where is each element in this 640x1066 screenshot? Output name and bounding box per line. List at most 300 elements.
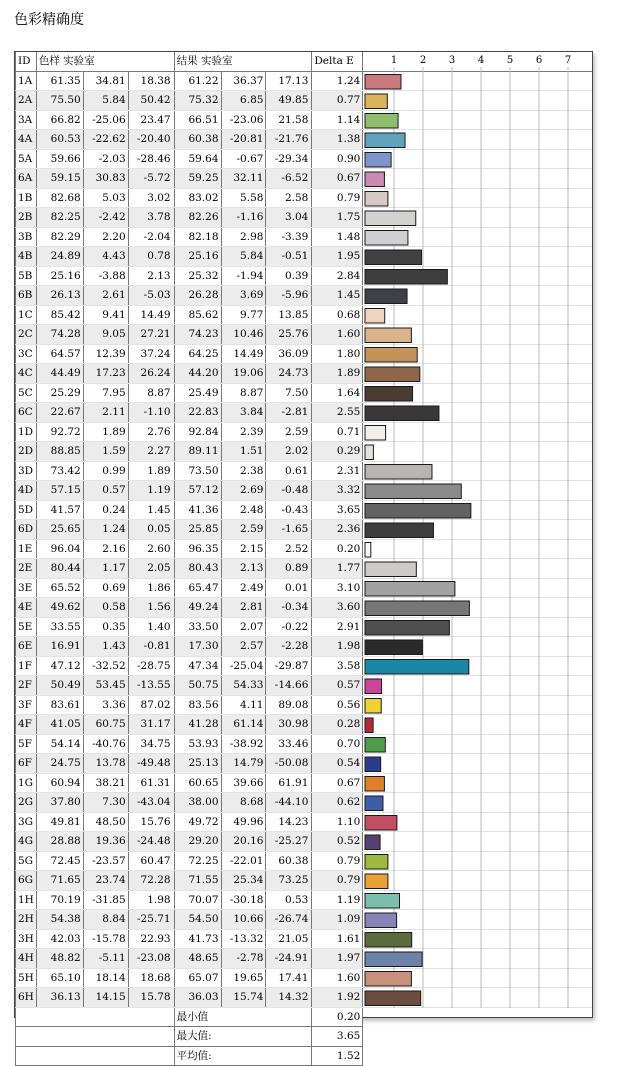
cell-sample-a: -40.76 — [83, 734, 128, 754]
cell-delta-e: 1.77 — [312, 559, 363, 579]
cell-sample-l: 49.81 — [36, 812, 83, 832]
bar-2A — [365, 94, 387, 109]
summary-blank — [16, 1007, 175, 1027]
cell-result-a: 2.07 — [221, 617, 266, 637]
bar-6D — [365, 523, 433, 538]
cell-id: 4F — [16, 715, 37, 735]
cell-result-l: 65.47 — [174, 578, 221, 598]
cell-delta-e: 0.71 — [312, 422, 363, 442]
cell-delta-e: 0.79 — [312, 851, 363, 871]
cell-result-b: -1.65 — [266, 520, 312, 540]
bar-6E — [365, 640, 422, 655]
cell-sample-l: 82.29 — [36, 227, 83, 247]
cell-result-l: 26.28 — [174, 286, 221, 306]
cell-result-b: 2.52 — [266, 539, 312, 559]
cell-result-b: -6.52 — [266, 169, 312, 189]
cell-id: 5B — [16, 266, 37, 286]
cell-result-l: 29.20 — [174, 832, 221, 852]
cell-sample-a: 38.21 — [83, 773, 128, 793]
cell-sample-a: 12.39 — [83, 344, 128, 364]
summary-empty — [363, 1046, 592, 1066]
cell-sample-l: 24.89 — [36, 247, 83, 267]
cell-sample-l: 60.53 — [36, 130, 83, 150]
cell-result-l: 82.26 — [174, 208, 221, 228]
cell-sample-l: 92.72 — [36, 422, 83, 442]
cell-sample-b: 2.60 — [128, 539, 174, 559]
cell-result-a: -1.94 — [221, 266, 266, 286]
summary-avg-label: 平均值: — [174, 1046, 312, 1066]
cell-id: 4C — [16, 364, 37, 384]
cell-result-l: 25.32 — [174, 266, 221, 286]
cell-sample-l: 50.49 — [36, 676, 83, 696]
cell-result-b: -25.27 — [266, 832, 312, 852]
cell-result-l: 83.56 — [174, 695, 221, 715]
cell-result-a: -23.06 — [221, 110, 266, 130]
cell-delta-e: 1.98 — [312, 637, 363, 657]
cell-result-l: 80.43 — [174, 559, 221, 579]
cell-result-l: 41.28 — [174, 715, 221, 735]
cell-result-l: 41.36 — [174, 500, 221, 520]
cell-id: 1D — [16, 422, 37, 442]
cell-sample-b: -25.71 — [128, 910, 174, 930]
x-tick-label: 4 — [477, 55, 484, 66]
cell-sample-a: 0.24 — [83, 500, 128, 520]
cell-result-a: 3.84 — [221, 403, 266, 423]
cell-id: 4D — [16, 481, 37, 501]
bar-4B — [365, 250, 422, 265]
bar-6C — [365, 406, 439, 421]
cell-id: 1E — [16, 539, 37, 559]
cell-id: 3C — [16, 344, 37, 364]
cell-sample-a: 3.36 — [83, 695, 128, 715]
cell-result-b: -5.96 — [266, 286, 312, 306]
cell-result-l: 25.16 — [174, 247, 221, 267]
cell-result-b: 33.46 — [266, 734, 312, 754]
cell-delta-e: 0.67 — [312, 773, 363, 793]
cell-id: 6C — [16, 403, 37, 423]
cell-result-a: -0.67 — [221, 149, 266, 169]
header-id: ID — [16, 52, 37, 71]
cell-result-a: 32.11 — [221, 169, 266, 189]
cell-result-b: -26.74 — [266, 910, 312, 930]
cell-sample-l: 96.04 — [36, 539, 83, 559]
cell-sample-l: 41.57 — [36, 500, 83, 520]
cell-id: 1G — [16, 773, 37, 793]
cell-result-l: 44.20 — [174, 364, 221, 384]
cell-result-a: 61.14 — [221, 715, 266, 735]
summary-blank — [16, 1046, 175, 1066]
cell-result-a: 2.48 — [221, 500, 266, 520]
bar-3A — [365, 114, 398, 129]
cell-sample-b: -13.55 — [128, 676, 174, 696]
cell-sample-l: 64.57 — [36, 344, 83, 364]
cell-sample-l: 57.15 — [36, 481, 83, 501]
cell-delta-e: 1.60 — [312, 325, 363, 345]
bar-5F — [365, 738, 385, 753]
cell-result-l: 89.11 — [174, 442, 221, 462]
cell-result-a: 15.74 — [221, 988, 266, 1008]
cell-result-b: 2.59 — [266, 422, 312, 442]
cell-sample-b: 15.76 — [128, 812, 174, 832]
cell-result-l: 17.30 — [174, 637, 221, 657]
bar-2G — [365, 796, 383, 811]
cell-id: 2F — [16, 676, 37, 696]
bar-4E — [365, 601, 469, 616]
cell-result-a: 49.96 — [221, 812, 266, 832]
summary-blank — [16, 1027, 175, 1047]
cell-id: 5F — [16, 734, 37, 754]
cell-result-b: 2.02 — [266, 442, 312, 462]
cell-sample-l: 61.35 — [36, 71, 83, 91]
cell-result-l: 64.25 — [174, 344, 221, 364]
cell-result-a: -20.81 — [221, 130, 266, 150]
cell-sample-b: -20.40 — [128, 130, 174, 150]
cell-sample-a: 2.61 — [83, 286, 128, 306]
cell-id: 5G — [16, 851, 37, 871]
cell-sample-b: -5.03 — [128, 286, 174, 306]
cell-sample-l: 54.14 — [36, 734, 83, 754]
cell-result-a: 54.33 — [221, 676, 266, 696]
cell-result-a: 9.77 — [221, 305, 266, 325]
cell-sample-b: 87.02 — [128, 695, 174, 715]
cell-result-b: 0.01 — [266, 578, 312, 598]
cell-result-b: -0.48 — [266, 481, 312, 501]
cell-delta-e: 1.19 — [312, 890, 363, 910]
cell-delta-e: 3.10 — [312, 578, 363, 598]
cell-sample-b: 60.47 — [128, 851, 174, 871]
cell-sample-l: 59.66 — [36, 149, 83, 169]
cell-id: 4E — [16, 598, 37, 618]
cell-sample-b: -49.48 — [128, 754, 174, 774]
cell-result-l: 61.22 — [174, 71, 221, 91]
cell-delta-e: 3.65 — [312, 500, 363, 520]
cell-delta-e: 0.67 — [312, 169, 363, 189]
cell-sample-l: 71.65 — [36, 871, 83, 891]
cell-sample-a: 9.41 — [83, 305, 128, 325]
cell-result-b: 17.13 — [266, 71, 312, 91]
cell-id: 5E — [16, 617, 37, 637]
cell-sample-l: 49.62 — [36, 598, 83, 618]
cell-sample-l: 42.03 — [36, 929, 83, 949]
cell-id: 2D — [16, 442, 37, 462]
cell-sample-b: 1.19 — [128, 481, 174, 501]
cell-result-a: 25.34 — [221, 871, 266, 891]
cell-sample-l: 26.13 — [36, 286, 83, 306]
cell-delta-e: 1.48 — [312, 227, 363, 247]
cell-sample-a: 13.78 — [83, 754, 128, 774]
cell-result-b: 73.25 — [266, 871, 312, 891]
cell-sample-a: 2.11 — [83, 403, 128, 423]
bar-4H — [365, 952, 422, 967]
cell-delta-e: 0.90 — [312, 149, 363, 169]
cell-result-l: 25.85 — [174, 520, 221, 540]
cell-sample-a: 53.45 — [83, 676, 128, 696]
cell-result-l: 22.83 — [174, 403, 221, 423]
cell-result-a: -22.01 — [221, 851, 266, 871]
cell-delta-e: 1.80 — [312, 344, 363, 364]
cell-delta-e: 1.97 — [312, 949, 363, 969]
cell-result-b: 30.98 — [266, 715, 312, 735]
bar-4G — [365, 835, 380, 850]
cell-result-a: -25.04 — [221, 656, 266, 676]
cell-result-a: -30.18 — [221, 890, 266, 910]
cell-sample-b: 31.17 — [128, 715, 174, 735]
cell-sample-a: 34.81 — [83, 71, 128, 91]
cell-delta-e: 3.58 — [312, 656, 363, 676]
cell-sample-l: 16.91 — [36, 637, 83, 657]
cell-sample-a: 0.58 — [83, 598, 128, 618]
cell-result-l: 49.72 — [174, 812, 221, 832]
cell-result-a: 5.84 — [221, 247, 266, 267]
cell-delta-e: 0.77 — [312, 91, 363, 111]
cell-delta-e: 0.79 — [312, 188, 363, 208]
bar-3C — [365, 348, 417, 363]
cell-result-b: -29.87 — [266, 656, 312, 676]
cell-id: 1H — [16, 890, 37, 910]
cell-result-l: 47.34 — [174, 656, 221, 676]
cell-result-b: -29.34 — [266, 149, 312, 169]
bar-1F — [365, 660, 469, 675]
cell-id: 5H — [16, 968, 37, 988]
delta-e-bar-chart — [364, 52, 593, 1008]
cell-delta-e: 1.09 — [312, 910, 363, 930]
cell-id: 6B — [16, 286, 37, 306]
cell-delta-e: 1.60 — [312, 968, 363, 988]
cell-result-a: 19.65 — [221, 968, 266, 988]
cell-result-b: 89.08 — [266, 695, 312, 715]
cell-sample-b: 37.24 — [128, 344, 174, 364]
cell-sample-b: 0.05 — [128, 520, 174, 540]
cell-sample-l: 25.65 — [36, 520, 83, 540]
cell-id: 4B — [16, 247, 37, 267]
cell-sample-b: 23.47 — [128, 110, 174, 130]
bar-5A — [365, 153, 391, 168]
cell-sample-l: 41.05 — [36, 715, 83, 735]
cell-result-a: 2.98 — [221, 227, 266, 247]
cell-sample-b: -23.08 — [128, 949, 174, 969]
cell-sample-l: 33.55 — [36, 617, 83, 637]
cell-sample-a: 5.03 — [83, 188, 128, 208]
header-delta-e: Delta E — [312, 52, 363, 71]
bar-5C — [365, 387, 413, 402]
bar-4C — [365, 367, 420, 382]
cell-sample-l: 74.28 — [36, 325, 83, 345]
bar-1C — [365, 309, 385, 324]
x-tick-label: 5 — [506, 55, 513, 66]
cell-sample-a: 1.59 — [83, 442, 128, 462]
cell-sample-b: 0.78 — [128, 247, 174, 267]
cell-delta-e: 0.56 — [312, 695, 363, 715]
cell-result-l: 59.25 — [174, 169, 221, 189]
cell-sample-a: 0.99 — [83, 461, 128, 481]
cell-delta-e: 1.95 — [312, 247, 363, 267]
cell-result-l: 71.55 — [174, 871, 221, 891]
cell-id: 4G — [16, 832, 37, 852]
cell-sample-b: 1.56 — [128, 598, 174, 618]
cell-id: 1F — [16, 656, 37, 676]
cell-sample-l: 80.44 — [36, 559, 83, 579]
bar-2E — [365, 562, 416, 577]
cell-result-b: 21.05 — [266, 929, 312, 949]
cell-sample-l: 47.12 — [36, 656, 83, 676]
cell-result-b: 7.50 — [266, 383, 312, 403]
cell-result-l: 50.75 — [174, 676, 221, 696]
cell-delta-e: 2.36 — [312, 520, 363, 540]
cell-sample-a: 17.23 — [83, 364, 128, 384]
cell-sample-a: 2.20 — [83, 227, 128, 247]
cell-result-a: 14.49 — [221, 344, 266, 364]
cell-result-l: 96.35 — [174, 539, 221, 559]
summary-empty — [363, 1027, 592, 1047]
bar-2B — [365, 211, 416, 226]
cell-result-a: 36.37 — [221, 71, 266, 91]
cell-result-b: 21.58 — [266, 110, 312, 130]
cell-delta-e: 2.55 — [312, 403, 363, 423]
cell-result-a: 2.57 — [221, 637, 266, 657]
cell-result-b: -0.43 — [266, 500, 312, 520]
cell-sample-b: 8.87 — [128, 383, 174, 403]
cell-delta-e: 1.10 — [312, 812, 363, 832]
cell-sample-l: 66.82 — [36, 110, 83, 130]
cell-result-l: 73.50 — [174, 461, 221, 481]
cell-id: 6A — [16, 169, 37, 189]
cell-result-b: 0.61 — [266, 461, 312, 481]
cell-id: 1C — [16, 305, 37, 325]
cell-result-l: 92.84 — [174, 422, 221, 442]
cell-sample-l: 85.42 — [36, 305, 83, 325]
cell-result-a: -1.16 — [221, 208, 266, 228]
cell-result-a: 3.69 — [221, 286, 266, 306]
cell-sample-l: 48.82 — [36, 949, 83, 969]
cell-result-l: 38.00 — [174, 793, 221, 813]
bar-6A — [365, 172, 384, 187]
cell-result-l: 82.18 — [174, 227, 221, 247]
cell-result-l: 25.49 — [174, 383, 221, 403]
cell-sample-b: 18.68 — [128, 968, 174, 988]
bar-6F — [365, 757, 381, 772]
cell-result-b: -21.76 — [266, 130, 312, 150]
color-accuracy-report — [14, 51, 593, 1062]
cell-sample-l: 73.42 — [36, 461, 83, 481]
cell-result-b: -2.81 — [266, 403, 312, 423]
cell-result-a: 6.85 — [221, 91, 266, 111]
cell-result-l: 25.13 — [174, 754, 221, 774]
cell-sample-l: 88.85 — [36, 442, 83, 462]
cell-sample-b: 72.28 — [128, 871, 174, 891]
cell-id: 5D — [16, 500, 37, 520]
cell-result-b: 2.58 — [266, 188, 312, 208]
cell-sample-a: 7.95 — [83, 383, 128, 403]
cell-result-a: 20.16 — [221, 832, 266, 852]
cell-sample-a: -31.85 — [83, 890, 128, 910]
cell-id: 3H — [16, 929, 37, 949]
cell-sample-b: 2.05 — [128, 559, 174, 579]
cell-sample-b: -43.04 — [128, 793, 174, 813]
cell-sample-b: 2.27 — [128, 442, 174, 462]
cell-sample-l: 37.80 — [36, 793, 83, 813]
cell-sample-l: 65.52 — [36, 578, 83, 598]
header-result-lab: 结果 实验室 — [174, 52, 312, 71]
cell-result-l: 53.93 — [174, 734, 221, 754]
cell-sample-a: -25.06 — [83, 110, 128, 130]
cell-delta-e: 0.54 — [312, 754, 363, 774]
cell-sample-a: 0.69 — [83, 578, 128, 598]
summary-min-label: 最小值 — [174, 1007, 312, 1027]
cell-sample-l: 83.61 — [36, 695, 83, 715]
cell-delta-e: 1.45 — [312, 286, 363, 306]
cell-sample-l: 82.25 — [36, 208, 83, 228]
cell-sample-a: 4.43 — [83, 247, 128, 267]
cell-sample-a: 1.17 — [83, 559, 128, 579]
cell-delta-e: 3.60 — [312, 598, 363, 618]
cell-sample-l: 59.15 — [36, 169, 83, 189]
cell-result-b: 61.91 — [266, 773, 312, 793]
cell-result-b: -2.28 — [266, 637, 312, 657]
cell-sample-a: -23.57 — [83, 851, 128, 871]
cell-result-b: 14.23 — [266, 812, 312, 832]
cell-result-l: 57.12 — [174, 481, 221, 501]
bar-2H — [365, 913, 397, 928]
bar-5B — [365, 270, 447, 285]
cell-result-a: 2.13 — [221, 559, 266, 579]
cell-result-b: 25.76 — [266, 325, 312, 345]
cell-id: 6G — [16, 871, 37, 891]
bar-6H — [365, 991, 421, 1006]
cell-sample-l: 25.29 — [36, 383, 83, 403]
cell-result-a: 2.81 — [221, 598, 266, 618]
cell-result-l: 74.23 — [174, 325, 221, 345]
cell-id: 6H — [16, 988, 37, 1008]
cell-sample-a: 48.50 — [83, 812, 128, 832]
cell-result-a: -38.92 — [221, 734, 266, 754]
cell-sample-l: 22.67 — [36, 403, 83, 423]
cell-result-l: 60.65 — [174, 773, 221, 793]
cell-result-a: 39.66 — [221, 773, 266, 793]
cell-result-l: 48.65 — [174, 949, 221, 969]
cell-sample-a: 1.43 — [83, 637, 128, 657]
cell-result-a: 8.87 — [221, 383, 266, 403]
cell-sample-b: 3.02 — [128, 188, 174, 208]
bar-3G — [365, 816, 397, 831]
cell-sample-b: -5.72 — [128, 169, 174, 189]
cell-delta-e: 1.89 — [312, 364, 363, 384]
cell-result-l: 83.02 — [174, 188, 221, 208]
cell-id: 2B — [16, 208, 37, 228]
cell-sample-l: 65.10 — [36, 968, 83, 988]
cell-sample-b: 50.42 — [128, 91, 174, 111]
cell-result-l: 54.50 — [174, 910, 221, 930]
cell-sample-b: -28.75 — [128, 656, 174, 676]
bar-1B — [365, 192, 388, 207]
bar-6G — [365, 874, 388, 889]
bar-1E — [365, 543, 371, 558]
cell-delta-e: 3.32 — [312, 481, 363, 501]
summary-row-avg — [16, 1046, 593, 1066]
cell-result-l: 70.07 — [174, 890, 221, 910]
cell-sample-b: -1.10 — [128, 403, 174, 423]
summary-row-min — [16, 1007, 593, 1027]
cell-delta-e: 0.28 — [312, 715, 363, 735]
cell-result-a: 19.06 — [221, 364, 266, 384]
cell-result-a: 2.38 — [221, 461, 266, 481]
summary-empty — [363, 1007, 592, 1027]
cell-result-l: 49.24 — [174, 598, 221, 618]
cell-id: 2H — [16, 910, 37, 930]
cell-result-a: 4.11 — [221, 695, 266, 715]
summary-max-label: 最大值: — [174, 1027, 312, 1047]
cell-sample-l: 70.19 — [36, 890, 83, 910]
cell-result-b: -0.34 — [266, 598, 312, 618]
